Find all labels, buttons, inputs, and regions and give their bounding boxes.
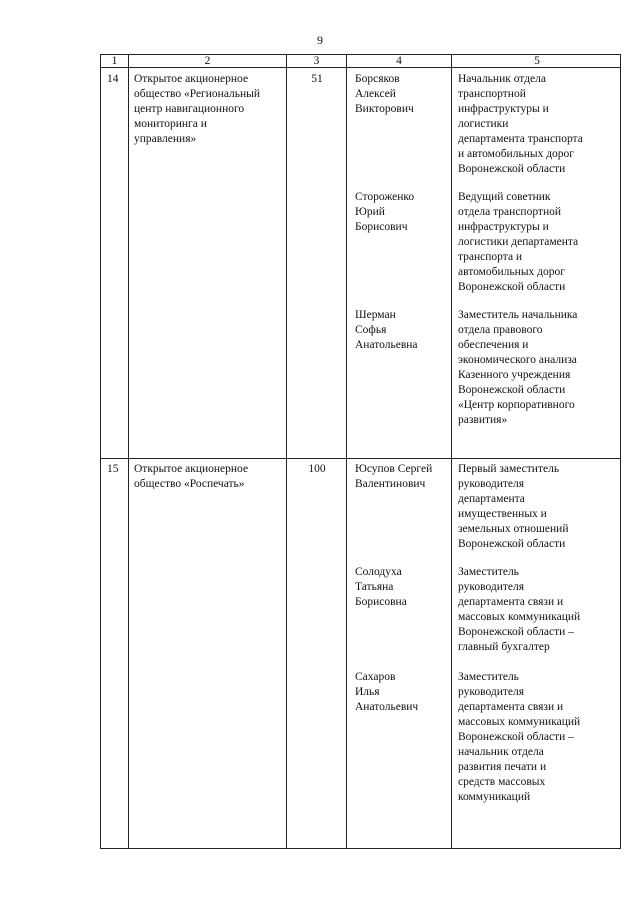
column-divider xyxy=(286,55,287,848)
row-divider xyxy=(101,458,620,459)
person-name: Стороженко Юрий Борисович xyxy=(355,191,415,233)
column-divider xyxy=(346,55,347,848)
person-position: Заместитель руководителя департамента связи и массовых коммуникаций Воронежской области – начальник отдела развития печати и средств массовых коммуникаций xyxy=(458,671,581,803)
person-name: Юсупов Сергей Валентинович xyxy=(355,463,433,490)
share-percent: 51 xyxy=(311,73,323,85)
column-divider xyxy=(128,55,129,848)
person-name: Борсяков Алексей Викторович xyxy=(355,73,414,115)
person-position: Заместитель начальника отдела правового обеспечения и экономического анализа Казенного учреждения Воронежской области «Центр корпоративного развития» xyxy=(458,309,578,426)
row-divider xyxy=(101,67,620,68)
row-number: 15 xyxy=(107,463,119,475)
shareholder-representatives-table xyxy=(100,54,621,849)
page-number: 9 xyxy=(317,33,323,47)
header-col-1: 1 xyxy=(111,55,118,67)
person-position: Начальник отдела транспортной инфраструктуры и логистики департамента транспорта и автомобильных дорог Воронежской области xyxy=(458,73,583,175)
person-name: Сахаров Илья Анатольевич xyxy=(355,671,419,713)
person-name: Шерман Софья Анатольевна xyxy=(355,309,418,351)
header-col-5: 5 xyxy=(534,55,540,67)
person-position: Заместитель руководителя департамента связи и массовых коммуникаций Воронежской области – главный бухгалтер xyxy=(458,566,581,653)
person-position: Ведущий советник отдела транспортной инфраструктуры и логистики департамента транспорта и автомобильных дорог Воронежской области xyxy=(458,191,579,293)
person-name: Солодуха Татьяна Борисовна xyxy=(355,566,407,608)
header-col-2: 2 xyxy=(204,55,211,67)
row-number: 14 xyxy=(107,73,119,85)
column-divider xyxy=(451,55,452,848)
company-name: Открытое акционерное общество «Региональный центр навигационного мониторинга и управления» xyxy=(134,73,261,145)
share-percent: 100 xyxy=(308,463,326,475)
header-col-4: 4 xyxy=(396,55,402,67)
company-name: Открытое акционерное общество «Роспечать» xyxy=(134,463,249,490)
person-position: Первый заместитель руководителя департамента имущественных и земельных отношений Воронежской области xyxy=(458,463,569,550)
header-col-3: 3 xyxy=(313,55,320,67)
